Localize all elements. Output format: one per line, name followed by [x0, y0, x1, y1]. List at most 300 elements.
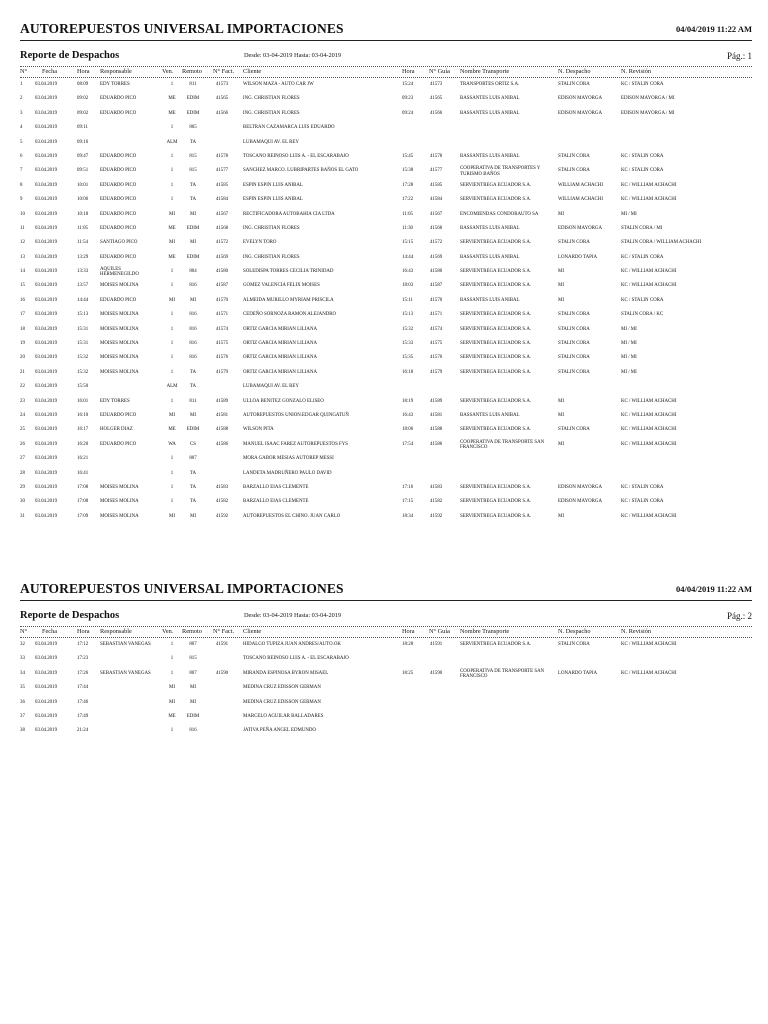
header-divider — [20, 600, 752, 601]
cell-date: 03.04.2019 — [35, 642, 58, 647]
cell-invoice: 41569 — [215, 254, 229, 260]
cell-responsible: MOISES MOLINA — [100, 484, 139, 490]
col-header-responsible: Responsable — [100, 68, 132, 75]
cell-guide: 41584 — [430, 197, 443, 203]
cell-seller: 1 — [170, 125, 174, 131]
cell-seller: ME — [168, 110, 176, 116]
cell-dispatcher: MI — [558, 297, 564, 303]
cell-dispatch-time: 15:38 — [402, 168, 414, 174]
cell-time: 17:12 — [77, 642, 89, 647]
cell-seller: 1 — [170, 728, 174, 734]
col-header-seller: Ven. — [162, 68, 174, 75]
cell-number: 14 — [20, 269, 25, 275]
cell-number: 27 — [20, 456, 25, 462]
cell-number: 33 — [20, 656, 25, 662]
cell-guide: 41575 — [430, 341, 443, 347]
cell-carrier: SERVIENTREGA ECUADOR S.A. — [460, 240, 532, 246]
cell-seller: MI — [169, 240, 175, 246]
page-header — [20, 581, 752, 599]
cell-dispatcher: MI — [558, 283, 564, 289]
cell-responsible: MOISES MOLINA — [100, 369, 139, 375]
cell-client: ESPIN ESPIN LUIS ANIBAL — [243, 197, 303, 203]
cell-number: 31 — [20, 513, 25, 519]
cell-time: 09:16 — [77, 139, 89, 145]
cell-carrier: COOPERATIVA DE TRANSPORTE SAN FRANCISCO — [460, 668, 545, 679]
cell-guide: 41576 — [430, 355, 443, 361]
cell-guide: 41567 — [430, 211, 443, 217]
cell-seller: 1 — [170, 456, 174, 462]
cell-seller: ME — [168, 713, 176, 719]
cell-seller: 1 — [170, 283, 174, 289]
cell-dispatch-time: 17:22 — [402, 197, 414, 203]
table-top-rule — [20, 626, 752, 627]
cell-responsible: MOISES MOLINA — [100, 326, 139, 332]
cell-reviewer: MI / MI — [621, 341, 637, 347]
cell-time: 15:32 — [77, 355, 89, 361]
cell-dispatcher: LONARDO TAPIA — [558, 670, 598, 676]
cell-time: 09:02 — [77, 110, 89, 116]
cell-number: 25 — [20, 427, 25, 433]
cell-date: 03.04.2019 — [35, 269, 58, 275]
cell-time: 14:44 — [77, 297, 89, 303]
cell-date: 03.04.2019 — [35, 713, 58, 719]
cell-reviewer: MI / MI — [621, 369, 637, 375]
cell-guide: 41588 — [430, 427, 443, 433]
col-header-seller: Ven. — [162, 628, 174, 635]
cell-guide: 41581 — [430, 412, 443, 418]
cell-invoice: 41591 — [215, 642, 229, 647]
cell-dispatcher: STALIN CORA — [558, 312, 590, 318]
cell-guide: 41579 — [430, 369, 443, 375]
cell-dispatcher: EDISON MAYORGA — [558, 484, 602, 490]
col-header-invoice: N° Fact. — [213, 628, 235, 635]
cell-carrier: TRANSPORTES ORTIZ S.A. — [460, 82, 520, 87]
cell-time: 17:09 — [77, 513, 89, 519]
cell-client: SOLEDISPA TORRES CECILIA TRINIDAD — [243, 269, 334, 275]
cell-guide: 41574 — [430, 326, 443, 332]
cell-remote: MI — [190, 699, 196, 705]
cell-client: WILSON PITA — [243, 427, 274, 433]
cell-date: 03.04.2019 — [35, 211, 58, 217]
cell-date: 03.04.2019 — [35, 456, 58, 462]
cell-date: 03.04.2019 — [35, 441, 58, 447]
col-header-client: Cliente — [243, 628, 262, 635]
cell-time: 16:21 — [77, 456, 89, 462]
cell-remote: 816 — [189, 326, 197, 332]
cell-time: 13:57 — [77, 283, 89, 289]
cell-responsible: EDY TORRES — [100, 82, 130, 87]
cell-reviewer: KC / STALIN CORA — [621, 484, 664, 490]
cell-carrier: SERVIENTREGA ECUADOR S.A. — [460, 341, 532, 347]
col-header-date: Fecha — [42, 68, 58, 75]
cell-seller: ME — [168, 254, 176, 260]
cell-client: ORTIZ GARCIA MIRIAN LILIANA — [243, 326, 318, 332]
cell-guide: 41592 — [430, 513, 443, 519]
cell-invoice: 41573 — [215, 82, 229, 87]
cell-time: 16:17 — [77, 427, 89, 433]
cell-number: 8 — [20, 182, 23, 188]
cell-date: 03.04.2019 — [35, 153, 58, 159]
cell-date: 03.04.2019 — [35, 125, 58, 131]
cell-date: 03.04.2019 — [35, 168, 58, 174]
cell-responsible: EDUARDO PICO — [100, 441, 137, 447]
cell-reviewer: KC / STALIN CORA — [621, 297, 664, 303]
cell-seller: 1 — [170, 484, 174, 490]
cell-remote: CS — [190, 441, 196, 447]
cell-carrier: SERVIENTREGA ECUADOR S.A. — [460, 182, 532, 188]
cell-client: LUBAMAQUI AV. EL REY — [243, 384, 299, 390]
cell-responsible: EDUARDO PICO — [100, 168, 137, 174]
col-header-time: Hora — [77, 628, 90, 635]
cell-carrier: BASSANTES LUIS ANIBAL — [460, 110, 520, 116]
cell-number: 24 — [20, 412, 25, 418]
cell-guide: 41565 — [430, 96, 443, 102]
cell-client: CEDEÑO SORNOZA RAMON ALEJANDRO — [243, 312, 337, 318]
cell-seller: ALM — [166, 384, 178, 390]
cell-number: 34 — [20, 670, 25, 676]
report-info — [20, 50, 752, 64]
cell-date: 03.04.2019 — [35, 369, 58, 375]
cell-time: 17:23 — [77, 656, 89, 662]
cell-time: 08:09 — [77, 82, 89, 87]
cell-date: 03.04.2019 — [35, 139, 58, 145]
cell-carrier: SERVIENTREGA ECUADOR S.A. — [460, 197, 532, 203]
cell-remote: MI — [190, 685, 196, 691]
cell-time: 13:33 — [77, 269, 89, 275]
cell-dispatch-time: 18:03 — [402, 283, 414, 289]
cell-number: 20 — [20, 355, 25, 361]
cell-number: 17 — [20, 312, 25, 318]
cell-seller: MI — [169, 685, 175, 691]
cell-date: 03.04.2019 — [35, 470, 58, 476]
cell-responsible: EDUARDO PICO — [100, 96, 137, 102]
cell-carrier: SERVIENTREGA ECUADOR S.A. — [460, 269, 532, 275]
cell-dispatcher: MI — [558, 441, 564, 447]
cell-date: 03.04.2019 — [35, 96, 58, 102]
cell-number: 35 — [20, 685, 25, 691]
cell-date: 03.04.2019 — [35, 297, 58, 303]
cell-reviewer: KC / WILLIAM ACHACHI — [621, 197, 677, 203]
table-header-rule — [20, 637, 752, 638]
cell-reviewer: KC / WILLIAM ACHACHI — [621, 670, 677, 676]
cell-reviewer: KC / STALIN CORA — [621, 82, 664, 87]
cell-carrier: BASSANTES LUIS ANIBAL — [460, 153, 520, 159]
cell-dispatch-time: 15:11 — [402, 297, 413, 303]
cell-time: 10:01 — [77, 182, 89, 188]
cell-client: ING. CHRISTIAN FLORES — [243, 96, 300, 102]
cell-dispatcher: STALIN CORA — [558, 355, 590, 361]
cell-carrier: SERVIENTREGA ECUADOR S.A. — [460, 642, 532, 647]
cell-carrier: BASSANTES LUIS ANIBAL — [460, 412, 520, 418]
cell-invoice: 41582 — [215, 499, 229, 505]
cell-client: ING. CHRISTIAN FLORES — [243, 254, 300, 260]
cell-dispatch-time: 16:43 — [402, 269, 414, 275]
cell-dispatch-time: 11:30 — [402, 225, 413, 231]
cell-time: 11:05 — [77, 225, 88, 231]
cell-reviewer: MI / MI — [621, 326, 637, 332]
cell-seller: 1 — [170, 470, 174, 476]
cell-dispatcher: MI — [558, 211, 564, 217]
cell-responsible: MOISES MOLINA — [100, 513, 139, 519]
cell-time: 10:18 — [77, 211, 89, 217]
cell-carrier: COOPERATIVA DE TRANSPORTES Y TURISMO BAÑOS — [460, 166, 541, 177]
cell-remote: MI — [190, 412, 196, 418]
cell-invoice: 41568 — [215, 225, 229, 231]
cell-carrier: ENCOMIENDAS CONDORAUTO SA — [460, 211, 539, 217]
cell-time: 15:50 — [77, 384, 89, 390]
cell-date: 03.04.2019 — [35, 513, 58, 519]
cell-guide: 41585 — [430, 182, 443, 188]
cell-number: 3 — [20, 110, 23, 116]
cell-guide: 41586 — [430, 441, 443, 447]
cell-invoice: 41574 — [215, 326, 229, 332]
cell-dispatcher: STALIN CORA — [558, 240, 590, 246]
cell-reviewer: KC / WILLIAM ACHACHI — [621, 441, 677, 447]
cell-invoice: 41578 — [215, 153, 229, 159]
cell-responsible: MOISES MOLINA — [100, 355, 139, 361]
cell-seller: 1 — [170, 269, 174, 275]
cell-dispatcher: STALIN CORA — [558, 82, 590, 87]
cell-number: 21 — [20, 369, 25, 375]
cell-remote: 805 — [189, 125, 197, 131]
cell-carrier: SERVIENTREGA ECUADOR S.A. — [460, 499, 532, 505]
cell-number: 18 — [20, 326, 25, 332]
cell-invoice: 41577 — [215, 168, 229, 174]
cell-carrier: SERVIENTREGA ECUADOR S.A. — [460, 326, 532, 332]
cell-number: 12 — [20, 240, 25, 246]
cell-client: TOSCANO REINOSO LUIS A. - EL ESCARABAJO — [243, 153, 349, 159]
cell-seller: MI — [169, 699, 175, 705]
cell-reviewer: KC / WILLIAM ACHACHI — [621, 269, 677, 275]
cell-seller: 1 — [170, 398, 174, 404]
cell-invoice: 41567 — [215, 211, 229, 217]
cell-guide: 41573 — [430, 82, 443, 87]
cell-client: GOMEZ VALENCIA FELIX MOISES — [243, 283, 320, 289]
cell-time: 17:44 — [77, 685, 89, 691]
cell-invoice: 41580 — [215, 269, 229, 275]
cell-dispatcher: WILLIAM ACHACHI — [558, 182, 603, 188]
cell-time: 15:13 — [77, 312, 89, 318]
cell-carrier: SERVIENTREGA ECUADOR S.A. — [460, 513, 532, 519]
cell-date: 03.04.2019 — [35, 197, 58, 203]
cell-date: 03.04.2019 — [35, 656, 58, 662]
cell-invoice: 41587 — [215, 283, 229, 289]
cell-remote: EDIM — [186, 110, 200, 116]
cell-time: 09:51 — [77, 168, 89, 174]
cell-time: 10:06 — [77, 197, 89, 203]
cell-seller: 1 — [170, 499, 174, 505]
cell-remote: 816 — [189, 341, 197, 347]
cell-time: 16:20 — [77, 441, 89, 447]
page-header — [20, 21, 752, 39]
cell-dispatcher: EDISON MAYORGA — [558, 225, 602, 231]
cell-guide: 41566 — [430, 110, 443, 116]
cell-remote: 815 — [189, 153, 197, 159]
cell-reviewer: KC / STALIN CORA — [621, 168, 664, 174]
cell-seller: ME — [168, 225, 176, 231]
cell-number: 11 — [20, 225, 25, 231]
report-title: Reporte de Despachos — [20, 50, 120, 61]
cell-carrier: SERVIENTREGA ECUADOR S.A. — [460, 398, 532, 404]
cell-reviewer: KC / STALIN CORA — [621, 153, 664, 159]
report-title: Reporte de Despachos — [20, 610, 120, 621]
cell-client: ING. CHRISTIAN FLORES — [243, 110, 300, 116]
cell-guide: 41569 — [430, 254, 443, 260]
cell-seller: MI — [169, 297, 175, 303]
cell-dispatch-time: 18:28 — [402, 642, 414, 647]
cell-dispatch-time: 16:43 — [402, 412, 414, 418]
report-info — [20, 610, 752, 624]
cell-dispatcher: LONARDO TAPIA — [558, 254, 598, 260]
cell-remote: 807 — [189, 670, 197, 676]
cell-remote: EDIM — [186, 427, 200, 433]
cell-client: ESPIN ESPIN LUIS ANIBAL — [243, 182, 303, 188]
cell-guide: 41580 — [430, 269, 443, 275]
cell-guide: 41572 — [430, 240, 443, 246]
cell-client: MARCELO AGUILAR BALLADARES — [243, 713, 324, 719]
cell-carrier: COOPERATIVA DE TRANSPORTE SAN FRANCISCO — [460, 439, 545, 450]
cell-date: 03.04.2019 — [35, 283, 58, 289]
cell-reviewer: MI / MI — [621, 211, 637, 217]
cell-number: 28 — [20, 470, 25, 476]
cell-invoice: 41586 — [215, 441, 229, 447]
cell-reviewer: KC / WILLIAM ACHACHI — [621, 283, 677, 289]
cell-reviewer: KC / WILLIAM ACHACHI — [621, 513, 677, 519]
cell-dispatch-time: 11:05 — [402, 211, 413, 217]
cell-client: LUBAMAQUI AV. EL REY — [243, 139, 299, 145]
cell-dispatch-time: 09:24 — [402, 110, 414, 116]
cell-dispatcher: MI — [558, 412, 564, 418]
company-name: AUTOREPUESTOS UNIVERSAL IMPORTACIONES — [20, 581, 344, 596]
col-header-reviewer: N. Revisión — [621, 628, 652, 635]
cell-remote: EDIM — [186, 96, 200, 102]
cell-carrier: BASSANTES LUIS ANIBAL — [460, 96, 520, 102]
cell-number: 10 — [20, 211, 25, 217]
cell-guide: 41578 — [430, 153, 443, 159]
cell-invoice: 41566 — [215, 110, 229, 116]
cell-number: 1 — [20, 82, 23, 87]
cell-dispatch-time: 15:33 — [402, 341, 414, 347]
cell-number: 13 — [20, 254, 25, 260]
cell-remote: 811 — [189, 82, 197, 87]
cell-responsible: EDUARDO PICO — [100, 110, 137, 116]
cell-remote: EDIM — [186, 713, 200, 719]
cell-seller: ME — [168, 427, 176, 433]
cell-seller: 1 — [170, 369, 174, 375]
cell-client: TOSCANO REINOSO LUIS A. - EL ESCARABAJO — [243, 656, 349, 662]
cell-reviewer: STALIN CORA / WILLIAM ACHACHI — [621, 240, 702, 246]
cell-dispatcher: EDISON MAYORGA — [558, 110, 602, 116]
cell-responsible: EDUARDO PICO — [100, 182, 137, 188]
cell-dispatch-time: 15:35 — [402, 355, 414, 361]
cell-remote: TA — [189, 499, 197, 505]
cell-responsible: AQUILES HERMENEGILDO — [100, 267, 139, 278]
cell-client: MIRANDA ESPINOSA BYRON MISAEL — [243, 670, 329, 676]
cell-time: 17:49 — [77, 713, 89, 719]
cell-dispatcher: WILLIAM ACHACHI — [558, 197, 603, 203]
cell-reviewer: KC / WILLIAM ACHACHI — [621, 182, 677, 188]
cell-remote: 811 — [189, 398, 197, 404]
cell-date: 03.04.2019 — [35, 341, 58, 347]
cell-date: 03.04.2019 — [35, 225, 58, 231]
cell-responsible: EDUARDO PICO — [100, 297, 137, 303]
cell-remote: 816 — [189, 728, 197, 734]
col-header-remote: Remoto — [182, 68, 202, 75]
col-header-responsible: Responsable — [100, 628, 132, 635]
cell-guide: 41570 — [430, 297, 443, 303]
cell-carrier: SERVIENTREGA ECUADOR S.A. — [460, 355, 532, 361]
cell-responsible: HOLGER DIAZ — [100, 427, 133, 433]
cell-date: 03.04.2019 — [35, 384, 58, 390]
cell-time: 15:32 — [77, 369, 89, 375]
cell-guide: 41587 — [430, 283, 443, 289]
cell-remote: 816 — [189, 283, 197, 289]
cell-dispatch-time: 15:13 — [402, 312, 414, 318]
cell-remote: TA — [189, 384, 197, 390]
cell-seller: 1 — [170, 355, 174, 361]
cell-remote: EDIM — [186, 225, 200, 231]
col-header-dispatcher: N. Despacho — [558, 68, 591, 75]
cell-dispatch-time: 15:45 — [402, 153, 414, 159]
cell-dispatcher: EDISON MAYORGA — [558, 96, 602, 102]
cell-date: 03.04.2019 — [35, 240, 58, 246]
cell-number: 29 — [20, 484, 25, 490]
cell-seller: MI — [169, 513, 175, 519]
cell-remote: TA — [189, 197, 197, 203]
cell-remote: TA — [189, 182, 197, 188]
date-range: Desde: 03-04-2019 Hasta: 03-04-2019 — [244, 612, 342, 619]
cell-date: 03.04.2019 — [35, 326, 58, 332]
cell-date: 03.04.2019 — [35, 412, 58, 418]
cell-seller: MI — [169, 211, 175, 217]
cell-client: LANDETA MADRUÑERO PAULO DAVID — [243, 470, 332, 476]
cell-time: 17:08 — [77, 484, 89, 490]
cell-reviewer: KC / WILLIAM ACHACHI — [621, 642, 677, 647]
cell-dispatch-time: 17:15 — [402, 499, 414, 505]
cell-carrier: SERVIENTREGA ECUADOR S.A. — [460, 484, 532, 490]
cell-time: 17:08 — [77, 499, 89, 505]
cell-time: 17:26 — [77, 670, 89, 676]
cell-dispatch-time: 14:44 — [402, 254, 414, 260]
cell-remote: MI — [190, 211, 196, 217]
cell-remote: 807 — [189, 642, 197, 647]
cell-client: MEDINA CRUZ EDISSON GERMAN — [243, 699, 321, 705]
cell-responsible: EDUARDO PICO — [100, 254, 137, 260]
cell-seller: 1 — [170, 326, 174, 332]
print-date: 04/04/2019 11:22 AM — [675, 24, 752, 34]
cell-date: 03.04.2019 — [35, 699, 58, 705]
cell-invoice: 41579 — [215, 369, 229, 375]
cell-reviewer: KC / STALIN CORA — [621, 499, 664, 505]
cell-number: 32 — [20, 642, 25, 647]
cell-responsible: EDUARDO PICO — [100, 412, 137, 418]
cell-client: ING. CHRISTIAN FLORES — [243, 225, 300, 231]
cell-carrier: SERVIENTREGA ECUADOR S.A. — [460, 312, 532, 318]
cell-reviewer: EDISON MAYORGA / MI — [621, 110, 675, 116]
cell-client: HIDALGO TUPIZA JUAN ANDRES/AUTO.OK — [243, 642, 341, 647]
col-header-carrier: Nombre Transporte — [460, 68, 510, 75]
col-header-client: Cliente — [243, 68, 262, 75]
cell-seller: 1 — [170, 82, 174, 87]
cell-seller: MI — [169, 412, 175, 418]
cell-dispatch-time: 15:15 — [402, 240, 414, 246]
col-header-guide: N° Guía — [429, 68, 450, 75]
cell-dispatcher: STALIN CORA — [558, 153, 590, 159]
cell-client: BELTRAN CAZAMARCA LUIS EDUARDO — [243, 125, 335, 131]
cell-number: 4 — [20, 125, 23, 131]
cell-dispatch-time: 18:06 — [402, 427, 414, 433]
cell-dispatch-time: 15:32 — [402, 326, 414, 332]
